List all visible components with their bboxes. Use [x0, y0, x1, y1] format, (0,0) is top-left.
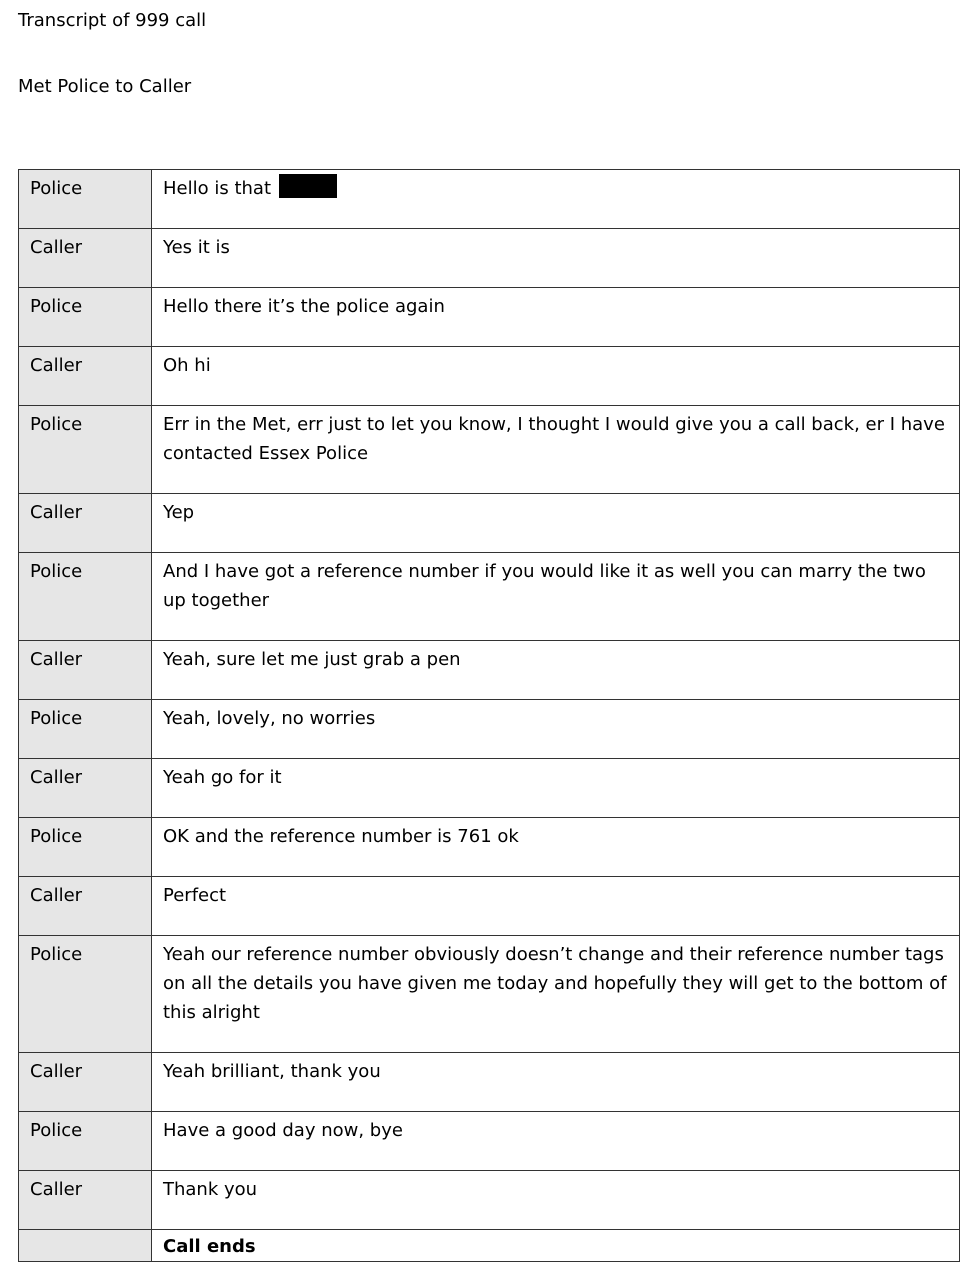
dialogue-cell — [152, 170, 960, 229]
dialogue-cell: OK and the reference number is 761 ok — [152, 818, 960, 877]
dialogue-cell: Yeah go for it — [152, 759, 960, 818]
speaker-cell: Caller — [19, 494, 152, 553]
dialogue-cell: Yeah brilliant, thank you — [152, 1053, 960, 1112]
speaker-cell: Caller — [19, 1053, 152, 1112]
document-subtitle: Met Police to Caller — [18, 76, 192, 97]
table-row — [19, 170, 960, 229]
speaker-cell: Caller — [19, 229, 152, 288]
speaker-cell: Police — [19, 406, 152, 494]
table-row — [19, 818, 960, 877]
redacted-block — [279, 174, 337, 198]
dialogue-cell: Perfect — [152, 877, 960, 936]
dialogue-cell: Yes it is — [152, 229, 960, 288]
dialogue-cell: Hello there it’s the police again — [152, 288, 960, 347]
table-row — [19, 553, 960, 641]
table-row — [19, 759, 960, 818]
table-row — [19, 288, 960, 347]
table-row — [19, 1171, 960, 1230]
dialogue-cell: Yeah, lovely, no worries — [152, 700, 960, 759]
speaker-cell: Police — [19, 553, 152, 641]
speaker-cell — [19, 1230, 152, 1262]
dialogue-cell: Thank you — [152, 1171, 960, 1230]
dialogue-text: Hello is that — [163, 178, 271, 199]
transcript-table — [18, 169, 960, 1262]
table-row — [19, 1053, 960, 1112]
dialogue-cell: Oh hi — [152, 347, 960, 406]
table-row — [19, 229, 960, 288]
speaker-cell: Police — [19, 818, 152, 877]
speaker-cell: Police — [19, 288, 152, 347]
speaker-cell: Caller — [19, 1171, 152, 1230]
dialogue-cell: Have a good day now, bye — [152, 1112, 960, 1171]
table-row — [19, 1230, 960, 1262]
speaker-cell: Caller — [19, 347, 152, 406]
speaker-cell: Police — [19, 1112, 152, 1171]
dialogue-cell: Yeah, sure let me just grab a pen — [152, 641, 960, 700]
dialogue-cell: And I have got a reference number if you would like it as well you can marry the two up together — [152, 553, 960, 641]
speaker-cell: Caller — [19, 877, 152, 936]
table-row — [19, 877, 960, 936]
dialogue-cell: Yep — [152, 494, 960, 553]
dialogue-cell: Yeah our reference number obviously doesn’t change and their reference number tags on all the details you have given me today and hopefully they will get to the bottom of this alright — [152, 936, 960, 1053]
table-row — [19, 641, 960, 700]
speaker-cell: Caller — [19, 641, 152, 700]
speaker-cell: Police — [19, 170, 152, 229]
table-row — [19, 347, 960, 406]
speaker-cell: Police — [19, 700, 152, 759]
table-row — [19, 406, 960, 494]
document-title: Transcript of 999 call — [18, 10, 207, 31]
table-row — [19, 1112, 960, 1171]
dialogue-cell: Err in the Met, err just to let you know, I thought I would give you a call back, er I have contacted Essex Police — [152, 406, 960, 494]
table-row — [19, 936, 960, 1053]
table-row — [19, 700, 960, 759]
speaker-cell: Caller — [19, 759, 152, 818]
speaker-cell: Police — [19, 936, 152, 1053]
table-row — [19, 494, 960, 553]
call-ends-cell: Call ends — [152, 1230, 960, 1262]
